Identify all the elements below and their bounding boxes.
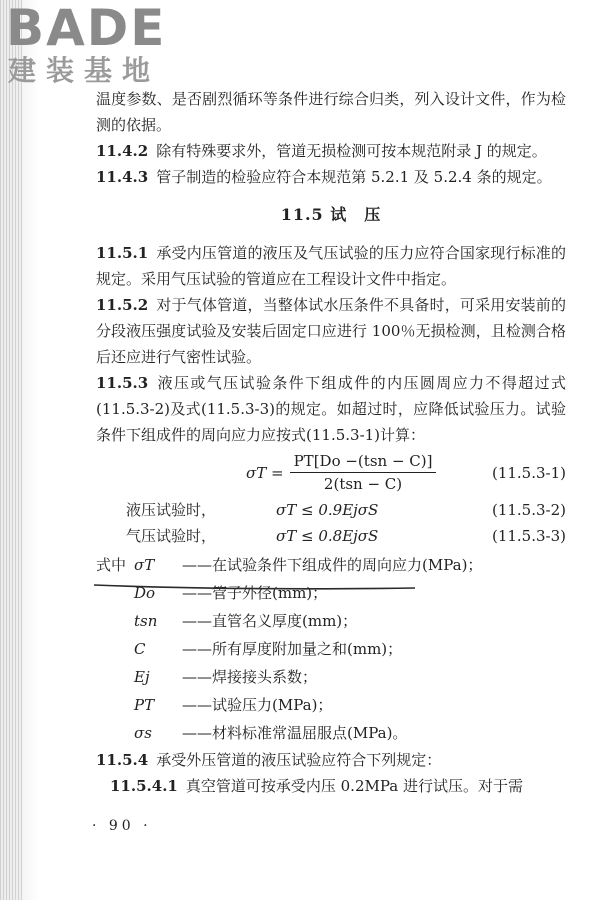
formula-11-5-3-3 bbox=[96, 523, 566, 549]
handwritten-underline bbox=[92, 582, 417, 592]
clause-11-5-4 bbox=[96, 747, 566, 773]
clause-11-4-3 bbox=[96, 164, 566, 190]
condition-expression: σT ≤ 0.8EjσS bbox=[276, 527, 379, 545]
clause-11-5-1 bbox=[96, 240, 566, 292]
variable-row bbox=[96, 663, 566, 691]
formula-11-5-3-2 bbox=[96, 497, 566, 523]
document-body bbox=[96, 86, 566, 799]
clause-11-5-2 bbox=[96, 292, 566, 370]
variable-description: ——直管名义厚度(mm)； bbox=[182, 612, 358, 630]
clause-text: 对于气体管道，当整体试水压条件不具备时，可采用安装前的分段液压强度试验及安装后固定口应进行 100％无损检测，且检测合格后还应进行气密性试验。 bbox=[96, 296, 566, 366]
formula-denominator: 2(tsn − C) bbox=[323, 475, 403, 493]
clause-number: 11.4.2 bbox=[96, 142, 149, 160]
variable-description: ——管子外径(mm)； bbox=[182, 584, 328, 602]
variable-symbol: tsn bbox=[134, 612, 158, 630]
variable-symbol: Ej bbox=[134, 668, 150, 686]
variable-description: ——试验压力(MPa)； bbox=[182, 696, 333, 714]
variable-symbol: σT bbox=[134, 556, 155, 574]
formula-11-5-3-1 bbox=[96, 450, 566, 495]
variable-description: ——材料标准常温屈服点(MPa)。 bbox=[182, 724, 408, 742]
clause-number: 11.5.4 bbox=[96, 751, 149, 769]
clause-number: 11.5.4.1 bbox=[110, 777, 178, 795]
clause-text: 承受外压管道的液压试验应符合下列规定： bbox=[156, 751, 442, 769]
variable-definitions bbox=[96, 551, 566, 747]
variable-row bbox=[96, 691, 566, 719]
clause-number: 11.5.1 bbox=[96, 244, 149, 262]
paragraph-continued: 温度参数、是否剧烈循环等条件进行综合归类，列入设计文件，作为检测的依据。 bbox=[96, 90, 566, 134]
variable-row bbox=[96, 719, 566, 747]
logo-wordmark: BADE bbox=[6, 0, 167, 57]
variable-symbol: σs bbox=[134, 724, 152, 742]
formula-numerator: PT[Do −(tsn − C)] bbox=[290, 450, 437, 473]
variable-symbol: Do bbox=[134, 584, 156, 602]
clause-number: 11.4.3 bbox=[96, 168, 149, 186]
formula-fraction bbox=[290, 450, 437, 495]
clause-11-4-2 bbox=[96, 138, 566, 164]
condition-label: 气压试验时， bbox=[126, 527, 217, 545]
logo-subtitle: 建装基地 bbox=[8, 54, 161, 87]
section-title: 11.5 试 压 bbox=[280, 205, 382, 224]
formula-lhs: σT = bbox=[246, 463, 284, 482]
clause-text: 承受内压管道的液压及气压试验的压力应符合国家现行标准的规定。采用气压试验的管道应在工程设计文件中指定。 bbox=[96, 244, 566, 288]
variable-description: ——在试验条件下组成件的周向应力(MPa)； bbox=[182, 556, 483, 574]
variable-description: ——所有厚度附加量之和(mm)； bbox=[182, 640, 403, 658]
binding-edge bbox=[0, 0, 22, 900]
clause-number: 11.5.2 bbox=[96, 296, 149, 314]
variable-description: ——焊接接头系数； bbox=[182, 668, 318, 686]
where-label: 式中 bbox=[96, 556, 127, 574]
clause-text: 管子制造的检验应符合本规范第 5.2.1 及 5.2.4 条的规定。 bbox=[156, 168, 552, 186]
equation-number: (11.5.3-2) bbox=[491, 501, 566, 519]
equation-number: (11.5.3-3) bbox=[491, 527, 566, 545]
clause-text: 液压或气压试验条件下组成件的内压圆周应力不得超过式(11.5.3-2)及式(11.5.3-3)的规定。如超过时，应降低试验压力。试验条件下组成件的周向应力应按式(11.5.3-1)计算： bbox=[96, 374, 566, 444]
clause-text: 除有特殊要求外，管道无损检测可按本规范附录 J 的规定。 bbox=[156, 142, 547, 160]
condition-label: 液压试验时， bbox=[126, 501, 217, 519]
clause-number: 11.5.3 bbox=[96, 374, 149, 392]
clause-11-5-3 bbox=[96, 370, 566, 448]
page-number: · 90 · bbox=[92, 818, 152, 834]
variable-symbol: C bbox=[134, 640, 146, 658]
variable-symbol: PT bbox=[134, 696, 155, 714]
variable-row bbox=[96, 551, 566, 579]
clause-text: 真空管道可按承受内压 0.2MPa 进行试压。对于需 bbox=[185, 777, 523, 795]
variable-row bbox=[96, 635, 566, 663]
condition-expression: σT ≤ 0.9EjσS bbox=[276, 501, 379, 519]
variable-row bbox=[96, 607, 566, 635]
clause-11-5-4-1 bbox=[110, 773, 566, 799]
watermark-logo bbox=[6, 2, 166, 88]
equation-number: (11.5.3-1) bbox=[491, 463, 566, 482]
